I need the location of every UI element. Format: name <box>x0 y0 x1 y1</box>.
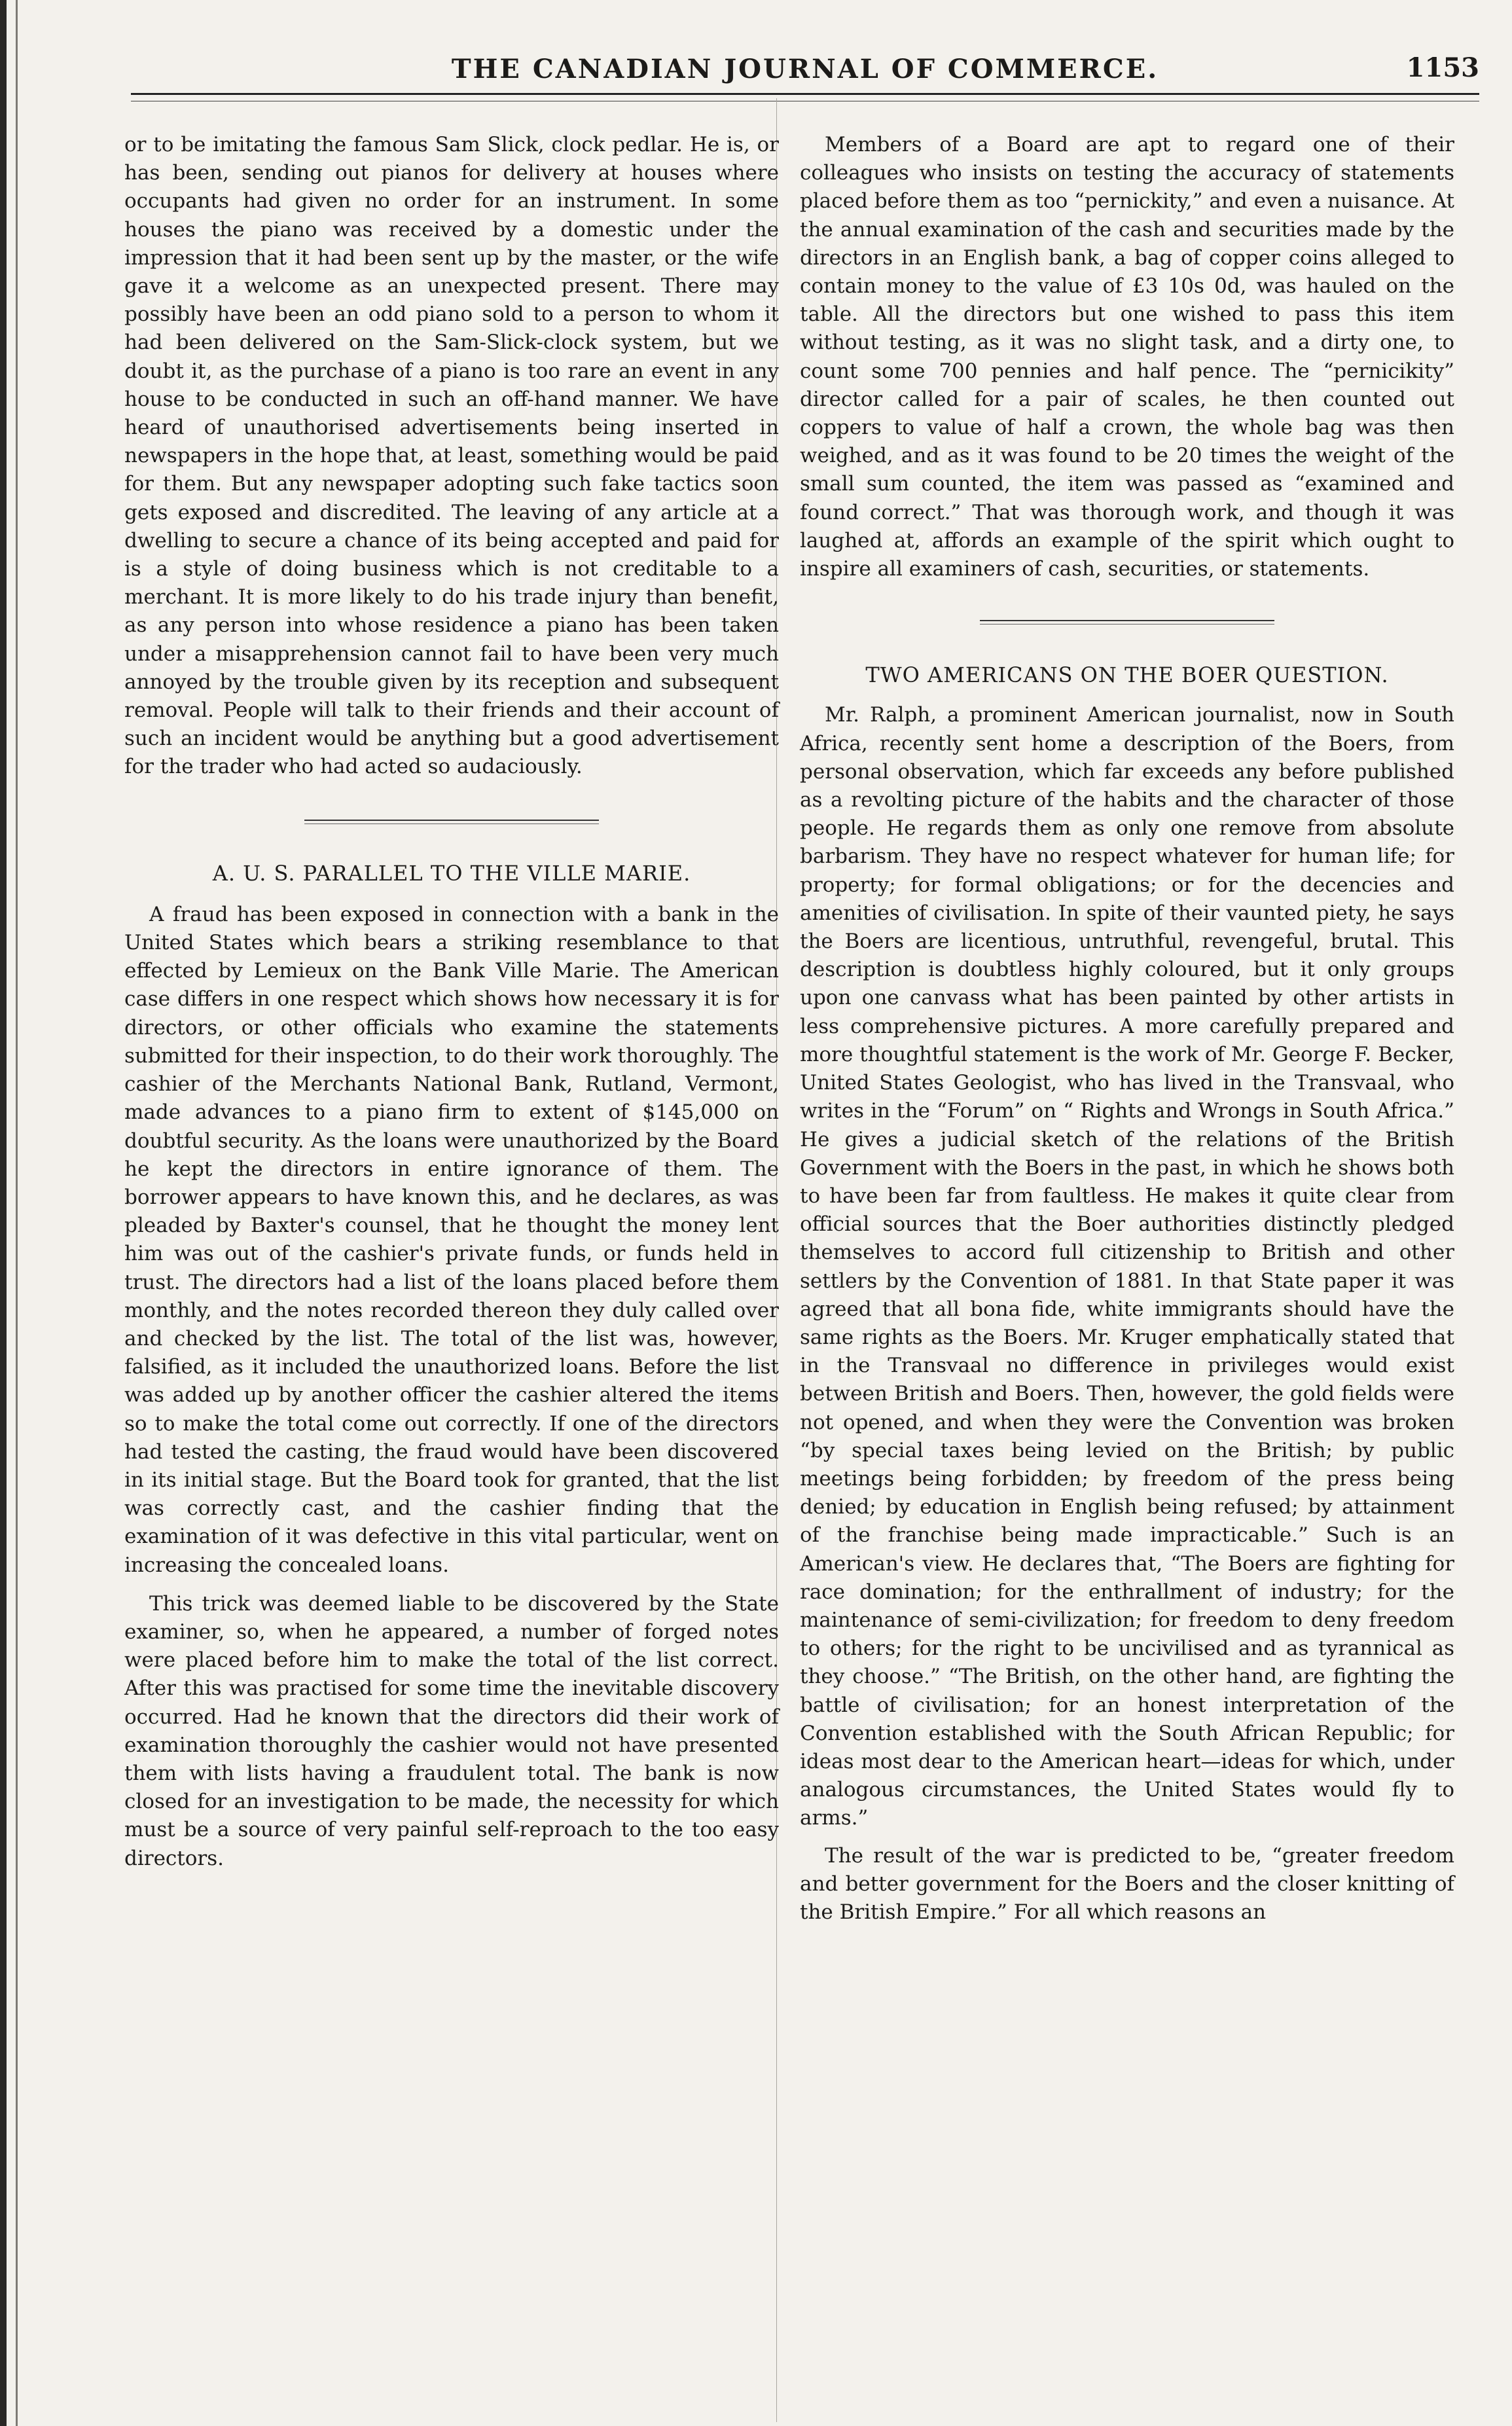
section-rule <box>304 820 599 824</box>
article-title: TWO AMERICANS ON THE BOER QUESTION. <box>865 662 1389 688</box>
binding-edge <box>0 0 7 2426</box>
section-rule <box>980 620 1274 625</box>
page-header <box>131 51 1479 97</box>
article-paragraph: The result of the war is predicted to be, “greater freedom and better government for the Boers and the closer knitting of the British Empire.” For all which reasons an <box>800 1843 1454 1924</box>
article-title: A. U. S. PARALLEL TO THE VILLE MARIE. <box>212 860 691 886</box>
article-paragraph: This trick was deemed liable to be discovered by the State examiner, so, when he appeared, a number of forged notes were placed before him to make the total of the list correct. After this was practised for some time the inevitable discovery occurred. Had he known that the directors did their work of examination thoroughly the cashier would not have presented them with lists having a fraudulent total. The bank is now closed for an investigation to be made, the necessity for which must be a source of very painful self-reproach to the too easy directors. <box>124 1591 779 1870</box>
article-paragraph: A fraud has been exposed in connection with a bank in the United States which bears a striking resemblance to that effected by Lemieux on the Bank Ville Marie. The American case differs in one respect which shows how necessary it is for directors, or other officials who examine the statements submitted for their inspection, to do their work thoroughly. The cashier of the Merchants National Bank, Rutland, Vermont, made advances to a piano firm to extent of $145,000 on doubtful security. As the loans were unauthorized by the Board he kept the directors in entire ignorance of them. The borrower appears to have known this, and he declares, as was pleaded by Baxter's counsel, that he thought the money lent him was out of the cashier's private funds, or funds held in trust. The directors had a list of the loans placed before them monthly, and the notes recorded thereon they duly called over and checked by the list. The total of the list was, however, falsified, as it included the unauthorized loans. Before the list was added up by another officer the cashier altered the items so to make the total come out correctly. If one of the directors had tested the casting, the fraud would have been discovered in its initial stage. But the Board took for granted, that the list was correctly cast, and the cashier finding that the examination of it was defective in this vital particular, went on increasing the concealed loans. <box>124 902 779 1577</box>
page-number: 1153 <box>1406 52 1479 83</box>
continued-paragraph: Members of a Board are apt to regard one of their colleagues who insists on testing the accuracy of statements placed before them as too “pernickity,” and even a nuisance. At the annual examination of the cash and securities made by the directors in an English bank, a bag of copper coins alleged to contain money to the value of £3 10s 0d, was hauled on the table. All the directors but one wished to pass this item without testing, as it was no slight task, and a dirty one, to count some 700 pennies and half pence. The “pernicikity” director called for a pair of scales, he then counted out coppers to value of half a crown, the whole bag was then weighed, and as it was found to be 20 times the weight of the small sum counted, the item was passed as “examined and found correct.” That was thorough work, and though it was laughed at, affords an example of the spirit which ought to inspire all examiners of cash, securities, or statements. <box>800 133 1454 581</box>
article-paragraph: Mr. Ralph, a prominent American journalist, now in South Africa, recently sent home a description of the Boers, from personal observation, which far exceeds any before published as a revolting picture of the habits and the character of those people. He regards them as only one remove from absolute barbarism. They have no respect whatever for human life; for property; for formal obligations; or for the decencies and amenities of civilisation. In spite of their vaunted piety, he says the Boers are licentious, untruthful, revengeful, brutal. This description is doubtless highly coloured, but it only groups upon one canvass what has been painted by other artists in less comprehensive pictures. A more carefully prepared and more thoughtful statement is the work of Mr. George F. Becker, United States Geologist, who has lived in the Transvaal, who writes in the “Forum” on “ Rights and Wrongs in South Africa.” He gives a judicial sketch of the relations of the British Government with the Boers in the past, in which he shows both to have been far from faultless. He makes it quite clear from official sources that the Boer authorities distinctly pledged themselves to accord full citizenship to British and other settlers by the Convention of 1881. In that State paper it was agreed that all bona fide, white immigrants should have the same rights as the Boers. Mr. Kruger emphatically stated that in the Transvaal no difference in privileges would exist between British and Boers. Then, however, the gold fields were not opened, and when they were the Convention was broken “by special taxes being levied on the British; by public meetings being forbidden; by freedom of the press being denied; by education in English being refused; by attainment of the franchise being made impracticable.” Such is an American's view. He declares that, “The Boers are fighting for race domination; for the enthrallment of industry; for the maintenance of semi-civilization; for freedom to deny freedom to others; for the right to be uncivilised and as tyrannical as they choose.” “The British, on the other hand, are fighting the battle of civilisation; for an honest interpretation of the Convention established with the South African Republic; for ideas most dear to the American heart—ideas for which, under analogous circumstances, the United States would fly to arms.” <box>800 703 1454 1830</box>
journal-title: THE CANADIAN JOURNAL OF COMMERCE. <box>451 54 1159 84</box>
right-column <box>800 131 1454 1927</box>
continued-paragraph: or to be imitating the famous Sam Slick, clock pedlar. He is, or has been, sending out pianos for delivery at houses where occupants had given no order for an instrument. In some houses the piano was received by a domestic under the impression that it had been sent up by the master, or the wife gave it a welcome as an unexpected present. There may possibly have been an odd piano sold to a person to whom it had been delivered on the Sam-Slick-clock system, but we doubt it, as the purchase of a piano is too rare an event in any house to be conducted in such an off-hand manner. We have heard of unauthorised advertisements being inserted in newspapers in the hope that, at least, something would be paid for them. But any newspaper adopting such fake tactics soon gets exposed and discredited. The leaving of any article at a dwelling to secure a chance of its being accepted and paid for is a style of doing business which is not creditable to a merchant. It is more likely to do his trade injury than benefit, as any person into whose residence a piano has been taken under a misapprehension cannot fail to have been very much annoyed by the trouble given by its reception and subsequent removal. People will talk to their friends and their account of such an incident would be anything but a good advertisement for the trader who had acted so audaciously. <box>124 133 779 779</box>
left-column <box>124 131 779 1873</box>
binding-edge-line <box>16 0 18 2426</box>
header-rule <box>131 93 1479 95</box>
